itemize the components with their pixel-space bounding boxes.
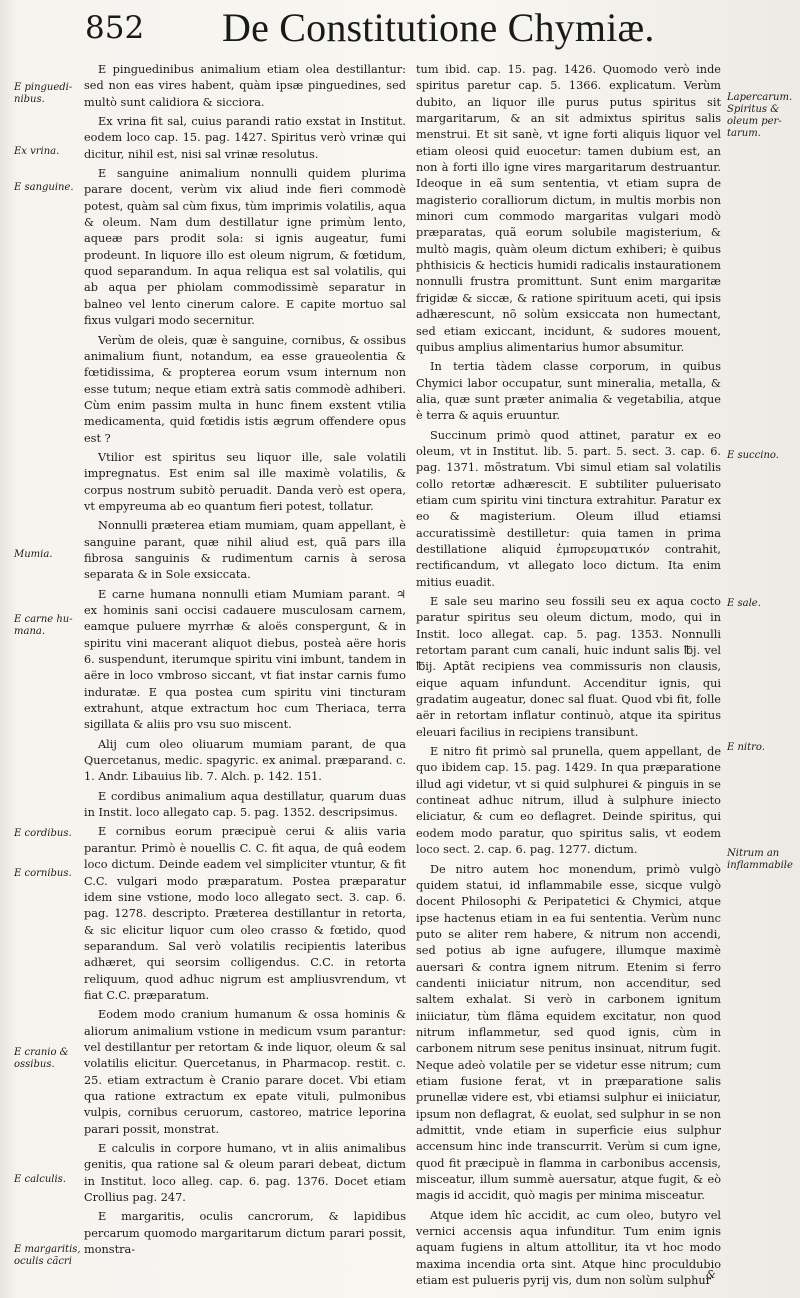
margin-note: E nitro. [727,742,765,753]
paragraph: E carne humana nonnulli etiam Mumiam parant. ♃ ex hominis sani occisi cadauere musculosam carnem, eamque puluere myrrhæ & aloës conspergunt, & in spiritu vini macerant aliquot diebus, posteà aëre horis 6. suspendunt, iterumque spiritu vini imbunt, tandem in aëre in loco vmbroso siccant, vt fiat instar carnis fumo induratæ. E qua postea cum spiritu vini tincturam extrahunt, atque extractum hoc cum Theriaca, terra sigillata & aliis pro vsu suo miscent. [84,587,406,732]
left-margin-notes [0,62,84,1290]
margin-note: E cornibus. [14,868,72,879]
paragraph: Atque idem hîc accidit, ac cum oleo, butyro vel vernici accensis aqua infunditur. Tum enim ignis aquam fugiens in altum attollitur, ita vt hoc modo maxima incendia orta sint. Atque hinc proculdubio etiam est pulueris pyrij vis, dum non solùm sulphur [416,1208,721,1288]
paragraph: tum ibid. cap. 15. pag. 1426. Quomodo verò inde spiritus paretur cap. 5. 1366. explicatum. Verùm dubito, an liquor ille purus putus spiritus sit margaritarum, & an sit admixtus spiritus salis menstrui. Et sit sanè, vt igne forti aliquis liquor vel etiam oleosi quid euocetur: tamen dubium est, an non à forti illo igne vires margaritarum destruantur. Ideoque in eã sum sententia, vt etiam supra de magisterio coralliorum dictum, in multis morbis non minori cum commodo margaritas vulgari modò præparatas, quã eorum solubile magisterium, & multò magis, quàm oleum dictum exhiberi; è quibus phthisicis & hecticis humidi radicalis instaurationem nonnulli frustra promittunt. Sunt enim margaritæ frigidæ & siccæ, & ratione spirituum aceti, qui ipsis adhærescunt, nõ solùm exsiccata non humectant, sed etiam exiccant, incidunt, & sudores mouent, quibus amplius alimentarius humor absumitur. [416,63,721,354]
margin-note: E carne hu-mana. [14,614,73,637]
paragraph: E cordibus animalium aqua destillatur, quarum duas in Instit. loco allegato cap. 5. pag. 1352. descripsimus. [84,789,406,820]
margin-note: E sanguine. [14,182,74,193]
paragraph: Alij cum oleo oliuarum mumiam parant, de qua Quercetanus, medic. spagyric. ex animal. præparand. c. 1. Andr. Libauius lib. 7. Alch. p. 142. 151. [84,737,406,784]
paragraph: Nonnulli præterea etiam mumiam, quam appellant, è sanguine parant, quæ nihil aliud est, quã pars illa fibrosa sanguinis & rudimentum carnis à serosa separata & in Sole exsiccata. [84,519,406,582]
right-margin-notes [723,62,800,1290]
margin-note: Nitrum an inflammabile [727,848,793,871]
page-header [70,5,770,70]
margin-note: E cordibus. [14,828,72,839]
text-column-left [84,62,406,1290]
paragraph: E nitro fit primò sal prunella, quem appellant, de quo ibidem cap. 15. pag. 1429. In qua præparatione illud agi videtur, vt si quid sulphurei & pinguis in se contineat adhuc nitrum, illud à sulphure iniecto eliciatur, & cum eo deflagret. Deinde spiritus, qui eodem modo paratur, quo spiritus salis, vt eodem loco sect. 2. cap. 6. pag. 1277. dictum. [416,745,721,857]
margin-note: E pinguedi-nibus. [14,82,73,105]
paragraph: E calculis in corpore humano, vt in aliis animalibus genitis, qua ratione sal & oleum parari debeat, dictum in Institut. loco alleg. cap. 6. pag. 1376. Docet etiam Crollius pag. 247. [84,1142,406,1205]
page-number: 852 [85,10,145,46]
paragraph: E sale seu marino seu fossili seu ex aqua cocto paratur spiritus seu oleum dictum, modo, qui in Instit. loco allegat. cap. 5. pag. 1353. Nonnulli retortam parant cum canali, huic indunt salis ℔j. vel ℔ij. Aptãt recipiens vea commissuris non clausis, eique aquam infundunt. Accenditur ignis, qui gradatim augeatur, donec sal fluat. Quod vbi fit, folle aër in retortam inflatur continuò, atque ita spiritus eleuari facilius in recipiens transibunt. [416,595,721,739]
paragraph: Vtilior est spiritus seu liquor ille, sale volatili impregnatus. Est enim sal ille maximè volatilis, & corpus nostrum subitò peruadit. Danda verò est opera, vt empyreuma ab eo quantum fieri potest, tollatur. [84,450,406,513]
margin-note: E succino. [727,450,779,461]
margin-note: E sale. [727,598,761,609]
paragraph: E cornibus eorum præcipuè cerui & aliis varia parantur. Primò è nouellis C. C. fit aqua, de quâ eodem loco dictum. Deinde eadem vel simpliciter vtuntur, & fit C.C. vulgari modo præparatum. Postea præparatur idem sine vstione, modo loco allegato sect. 3. cap. 6. pag. 1278. descripto. Præterea destillantur in retorta, & sic elicitur liquor cum oleo crasso & fœtido, quod separandum. Sal verò volatilis recipientis lateribus adhæret, qui seorsim colligendus. C.C. in retorta reliquum, quod adhuc nigrum est ampliusvrendum, vt fiat C.C. præparatum. [84,825,406,1002]
running-title: De Constitutione Chymiæ. [222,5,655,50]
margin-note: Lapercarum. Spiritus & oleum per-tarum. [727,92,793,139]
paragraph: Eodem modo cranium humanum & ossa hominis & aliorum animalium vstione in medicum vsum parantur: vel destillantur per retortam & inde liquor, oleum & sal volatilis elicitur. Quercetanus, in Pharmacop. restit. c. 25. etiam extractum è Cranio parare docet. Vbi etiam qua ratione extractum ex epate vituli, pulmonibus vulpis, cornibus ceruorum, castoreo, matrice leporina parari possit, monstrat. [84,1008,406,1136]
paragraph: E sanguine animalium nonnulli quidem plurima parare docent, verùm vix aliud inde fieri commodè potest, quàm sal cùm fixus, tùm imprimis volatilis, aqua & oleum. Nam dum destillatur igne primùm lento, aqueæ pars prodit sola: si ignis augeatur, fumi prodeunt. In liquore illo est oleum nigrum, & fœtidum, quod separandum. In aqua reliqua est sal volatilis, qui ab aqua per phiolam commodissimè separatur in balneo vel lento cinerum calore. E capite mortuo sal fixus vulgari modo secernitur. [84,167,406,328]
catchword: & [706,1268,716,1281]
margin-note: E cranio & ossibus. [14,1047,69,1070]
paragraph: Verùm de oleis, quæ è sanguine, cornibus, & ossibus animalium fiunt, notandum, ea esse graueolentia & fœtidissima, & propterea eorum vsum internum non esse tutum; neque etiam extrà satis commodè adhiberi. Cùm enim passim multa in hunc finem exstent vtilia medicamenta, quid fœtidis istis ægrum offendere opus est ? [84,333,406,445]
paragraph: In tertia tàdem classe corporum, in quibus Chymici labor occupatur, sunt mineralia, metalla, & alia, quæ sunt præter animalia & vegetabilia, atque è terra & aquis eruuntur. [416,360,721,423]
margin-note: E calculis. [14,1174,66,1185]
margin-note: Mumia. [14,549,53,560]
margin-note: Ex vrina. [14,146,60,157]
paragraph: Ex vrina fit sal, cuius parandi ratio exstat in Institut. eodem loco cap. 15. pag. 1427. Spiritus verò vrinæ qui dicitur, nihil est, nisi sal vrinæ resolutus. [84,115,406,161]
margin-note: E margaritis, oculis cãcri [14,1244,81,1267]
paragraph: E pinguedinibus animalium etiam olea destillantur: sed non eas vires habent, quàm ipsæ pinguedines, sed multò sunt calidiora & sicciora. [84,63,406,109]
text-column-right [416,62,721,1290]
paragraph: E margaritis, oculis cancrorum, & lapidibus percarum quomodo margaritarum dictum parari possit, monstra- [84,1210,406,1257]
paragraph: De nitro autem hoc monendum, primò vulgò quidem statui, id inflammabile esse, sicque vulgò docent Philosophi & Peripatetici & Chymici, atque ipse hactenus etiam in ea fui sententia. Verùm nunc puto se aliter rem habere, & nitrum non accendi, sed potius ab igne aufugere, illumque maximè auersari & contra ignem nitrum. Etenim si ferro candenti iniiciatur nitrum, non accenditur, sed saltem exhalat. Si verò in carbonem ignitum iniiciatur, tùm flãma equidem excitatur, non quod nitrum inflammetur, sed quod ignis, cùm in carbonem nitrum sese penitus insinuat, nitrum fugit. Neque adeò volatile per se videtur esse nitrum; cum etiam fusione ferat, vt in præparatione salis prunellæ videre est, vbi etiamsi sulphur ei iniiciatur, ipsum non deflagrat, & euolat, sed sulphur in se non admittit, vnde etiam in superficie eius sulphur accensum hinc inde transcurrit. Verùm si cum igne, quod fit præcipuè in flamma in carbonibus accensis, misceatur, illum summè auersatur, atque fugit, & eò magis id accidit, quò magis per minima misceatur. [416,862,721,1203]
paragraph: Succinum primò quod attinet, paratur ex eo oleum, vt in Institut. lib. 5. part. 5. sect. 3. cap. 6. pag. 1371. mõstratum. Vbi simul etiam sal volatilis collo retortæ adhærescit. E subtiliter puluerisato etiam cum spiritu vini tinctura extrahitur. Paratur ex eo & magisterium. Oleum illud etiamsi accuratissimè destilletur: quia tamen in prima destillatione aliquid ἐμπυρευματικόν contrahit, rectificandum, vt allegato loco dictum. Ita enim mitius euadit. [416,428,721,589]
